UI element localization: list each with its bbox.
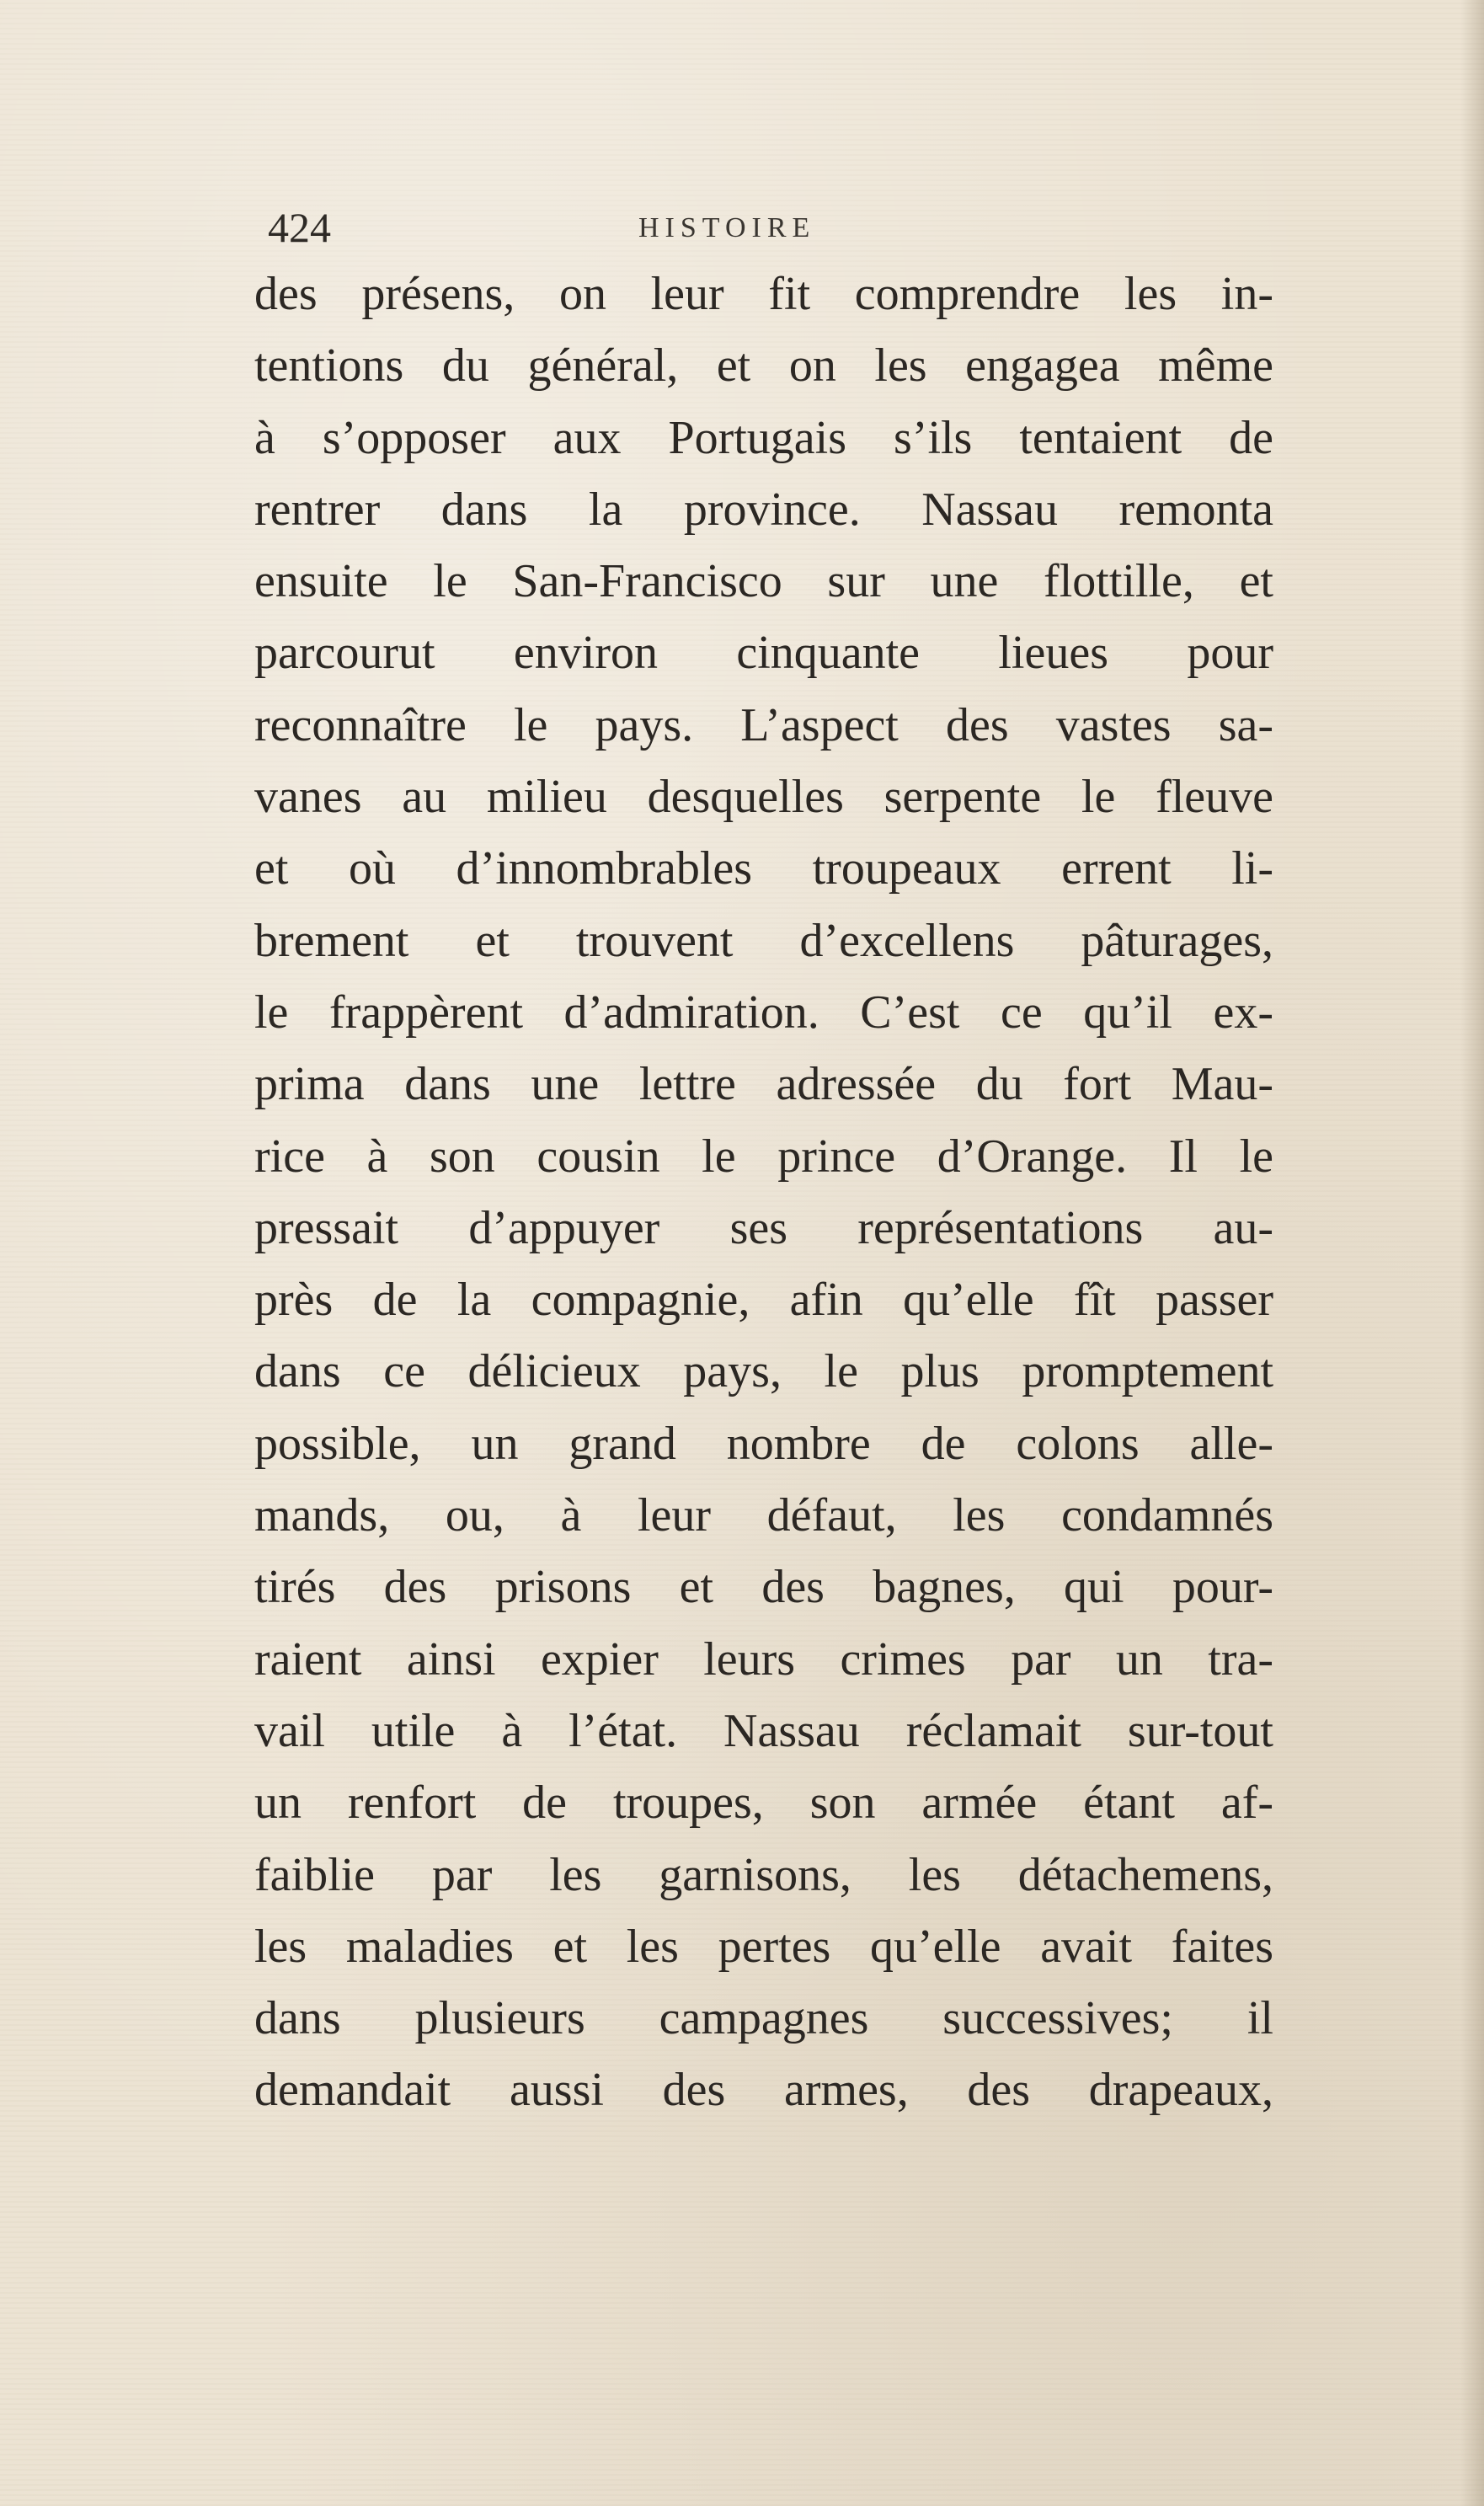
- text-line: mands, ou, à leur défaut, les condamnés: [254, 1489, 1273, 1542]
- text-line: faiblie par les garnisons, les détachemens,: [254, 1848, 1273, 1901]
- text-line: reconnaître le pays. L’aspect des vastes sa-: [254, 698, 1273, 751]
- text-line: vanes au milieu desquelles serpente le fleuve: [254, 771, 1273, 824]
- text-line: vail utile à l’état. Nassau réclamait sur-tout: [254, 1704, 1273, 1757]
- running-head: HISTOIRE: [638, 212, 816, 243]
- text-line: raient ainsi expier leurs crimes par un tra-: [254, 1632, 1273, 1686]
- text-line: ensuite le San-Francisco sur une flottille, et: [254, 555, 1273, 608]
- text-line: dans ce délicieux pays, le plus promptement: [254, 1345, 1273, 1398]
- text-line: près de la compagnie, afin qu’elle fît passer: [254, 1274, 1273, 1327]
- page-header: [263, 202, 1273, 253]
- page-number: 424: [268, 204, 331, 251]
- body-text: [254, 259, 1273, 2127]
- text-line: prima dans une lettre adressée du fort Mau-: [254, 1058, 1273, 1111]
- text-line: possible, un grand nombre de colons alle-: [254, 1417, 1273, 1470]
- text-line: des présens, on leur fit comprendre les in-: [254, 268, 1273, 320]
- text-line: et où d’innombrables troupeaux errent li-: [254, 842, 1273, 895]
- text-line: demandait aussi des armes, des drapeaux,: [254, 2064, 1273, 2117]
- text-line: tentions du général, et on les engagea même: [254, 339, 1273, 393]
- text-line: les maladies et les pertes qu’elle avait faites: [254, 1920, 1273, 1973]
- page-edge-shadow: [1460, 0, 1484, 2506]
- text-line: parcourut environ cinquante lieues pour: [254, 627, 1273, 680]
- text-line: le frappèrent d’admiration. C’est ce qu’il ex-: [254, 986, 1273, 1039]
- text-line: dans plusieurs campagnes successives; il: [254, 1992, 1273, 2045]
- text-line: à s’opposer aux Portugais s’ils tentaient de: [254, 411, 1273, 464]
- text-line: rice à son cousin le prince d’Orange. Il le: [254, 1130, 1273, 1183]
- text-line: rentrer dans la province. Nassau remonta: [254, 483, 1273, 536]
- text-line: pressait d’appuyer ses représentations au-: [254, 1201, 1273, 1254]
- text-line: un renfort de troupes, son armée étant af-: [254, 1777, 1273, 1830]
- text-line: brement et trouvent d’excellens pâturages,: [254, 914, 1273, 967]
- text-line: tirés des prisons et des bagnes, qui pour-: [254, 1561, 1273, 1614]
